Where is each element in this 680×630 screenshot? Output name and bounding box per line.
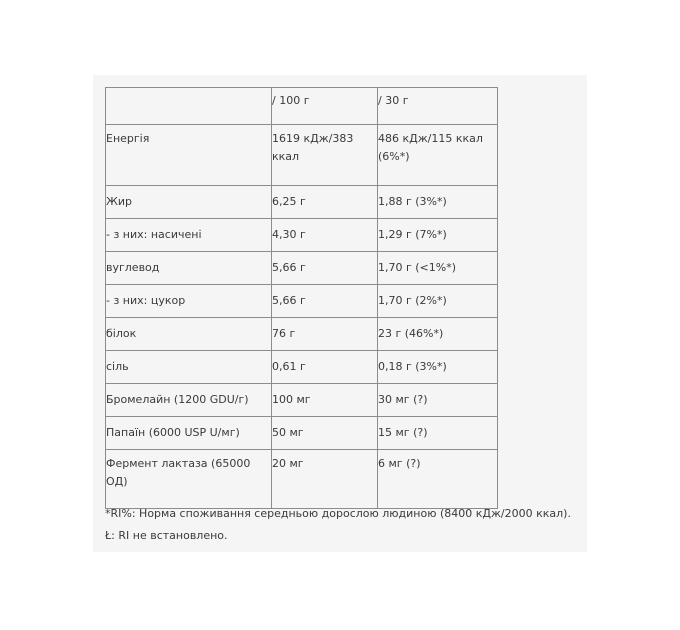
row-value-per-100g: 5,66 г bbox=[272, 252, 378, 285]
table-row bbox=[106, 450, 498, 509]
row-value-per-100g: 50 мг bbox=[272, 417, 378, 450]
table-header-row bbox=[106, 88, 498, 125]
table-row bbox=[106, 351, 498, 384]
row-value-per-30g: 30 мг (?) bbox=[378, 384, 498, 417]
row-label: Енергія bbox=[106, 125, 272, 186]
row-value-per-100g: 76 г bbox=[272, 318, 378, 351]
row-value-per-30g: 486 кДж/115 ккал (6%*) bbox=[378, 125, 498, 186]
table-row bbox=[106, 252, 498, 285]
row-value-per-30g: 1,70 г (2%*) bbox=[378, 285, 498, 318]
row-label: вуглевод bbox=[106, 252, 272, 285]
header-cell-per-100g: / 100 г bbox=[272, 88, 378, 125]
table-row bbox=[106, 318, 498, 351]
row-label: - з них: цукор bbox=[106, 285, 272, 318]
footnotes bbox=[105, 503, 571, 547]
row-value-per-100g: 100 мг bbox=[272, 384, 378, 417]
table-row bbox=[106, 186, 498, 219]
row-label: Фермент лактаза (65000 ОД) bbox=[106, 450, 272, 509]
nutrition-panel bbox=[93, 75, 587, 552]
row-label: Жир bbox=[106, 186, 272, 219]
footnote-not-set: Ł: RI не встановлено. bbox=[105, 529, 228, 542]
table-row bbox=[106, 417, 498, 450]
row-label: білок bbox=[106, 318, 272, 351]
row-label: сіль bbox=[106, 351, 272, 384]
row-label: Папаїн (6000 USP U/мг) bbox=[106, 417, 272, 450]
row-value-per-100g: 0,61 г bbox=[272, 351, 378, 384]
header-cell-label bbox=[106, 88, 272, 125]
row-value-per-30g: 23 г (46%*) bbox=[378, 318, 498, 351]
footnote-ri: *RI%: Норма споживання середньою дорослою людиною (8400 кДж/2000 ккал). bbox=[105, 507, 571, 520]
table-row bbox=[106, 384, 498, 417]
table-row bbox=[106, 219, 498, 252]
table-row bbox=[106, 125, 498, 186]
row-value-per-30g: 15 мг (?) bbox=[378, 417, 498, 450]
table-row bbox=[106, 285, 498, 318]
row-value-per-100g: 4,30 г bbox=[272, 219, 378, 252]
row-value-per-100g: 6,25 г bbox=[272, 186, 378, 219]
row-value-per-30g: 0,18 г (3%*) bbox=[378, 351, 498, 384]
row-value-per-100g: 1619 кДж/383 ккал bbox=[272, 125, 378, 186]
row-value-per-100g: 5,66 г bbox=[272, 285, 378, 318]
header-cell-per-30g: / 30 г bbox=[378, 88, 498, 125]
row-value-per-30g: 1,29 г (7%*) bbox=[378, 219, 498, 252]
nutrition-table bbox=[105, 87, 498, 509]
row-value-per-100g: 20 мг bbox=[272, 450, 378, 509]
row-value-per-30g: 1,70 г (<1%*) bbox=[378, 252, 498, 285]
row-label: Бромелайн (1200 GDU/г) bbox=[106, 384, 272, 417]
row-value-per-30g: 6 мг (?) bbox=[378, 450, 498, 509]
row-label: - з них: насичені bbox=[106, 219, 272, 252]
row-value-per-30g: 1,88 г (3%*) bbox=[378, 186, 498, 219]
